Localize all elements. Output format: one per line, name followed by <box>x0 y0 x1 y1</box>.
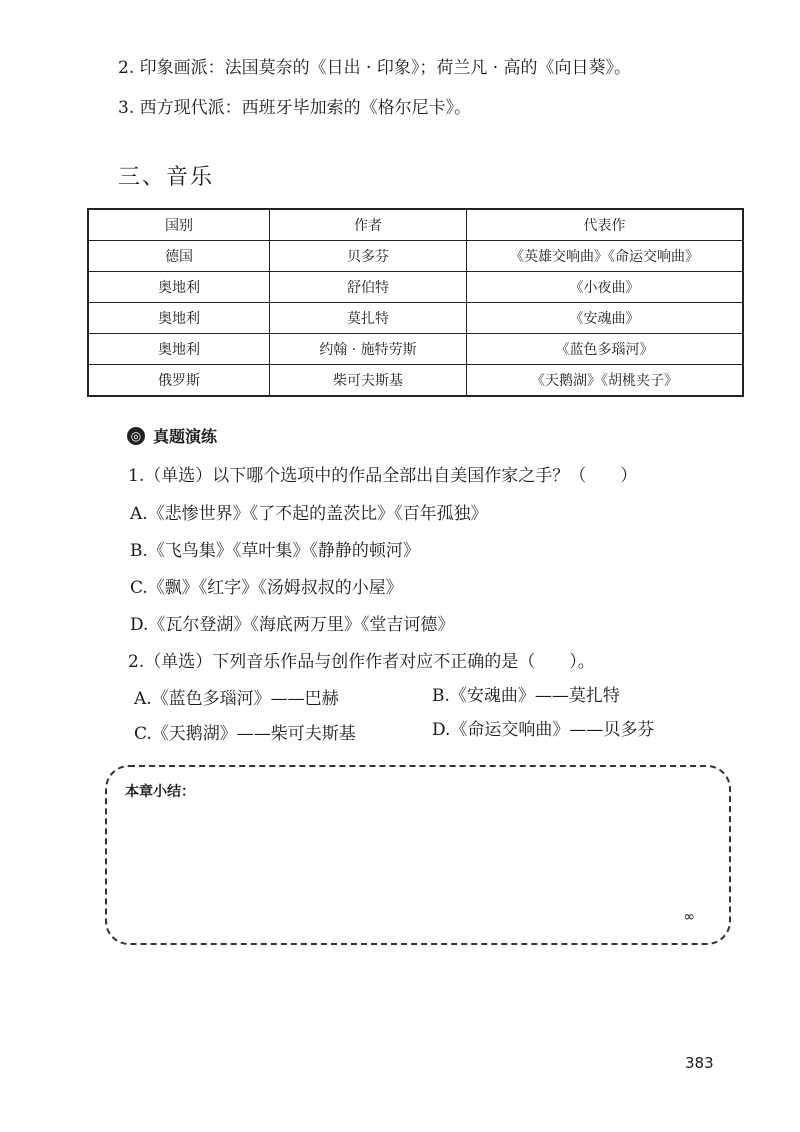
cell-works: 《天鹅湖》《胡桃夹子》 <box>467 365 744 397</box>
table-row <box>88 303 743 334</box>
question-2-option-c: C.《天鹅湖》——柴可夫斯基 <box>134 724 356 744</box>
practice-title: 真题演练 <box>153 427 218 446</box>
question-2-option-a: A.《蓝色多瑙河》——巴赫 <box>134 689 339 709</box>
question-1-stem: 1.（单选）以下哪个选项中的作品全部出自美国作家之手？（ ） <box>128 466 638 486</box>
table-row <box>88 241 743 272</box>
question-1-option-d: D.《瓦尔登湖》《海底两万里》《堂吉诃德》 <box>130 615 455 635</box>
cell-works: 《蓝色多瑙河》 <box>467 334 744 365</box>
chapter-summary-box <box>105 765 731 945</box>
question-1-option-c: C.《飘》《红字》《汤姆叔叔的小屋》 <box>130 578 403 598</box>
section-title-music: 三、音乐 <box>118 165 215 190</box>
cell-country: 奥地利 <box>88 303 270 334</box>
header-author: 作者 <box>270 209 467 241</box>
question-2-option-b: B.《安魂曲》——莫扎特 <box>432 686 620 706</box>
cell-country: 俄罗斯 <box>88 365 270 397</box>
cell-works: 《安魂曲》 <box>467 303 744 334</box>
question-1-option-a: A.《悲惨世界》《了不起的盖茨比》《百年孤独》 <box>130 504 488 524</box>
page-number: 383 <box>685 1054 714 1072</box>
art-line-impressionism: 2. 印象画派：法国莫奈的《日出 · 印象》；荷兰凡 · 高的《向日葵》。 <box>118 58 632 78</box>
cell-author: 贝多芬 <box>270 241 467 272</box>
target-icon: ◎ <box>127 427 145 445</box>
practice-heading <box>127 424 217 447</box>
summary-label: 本章小结： <box>125 784 195 800</box>
cell-country: 奥地利 <box>88 334 270 365</box>
cell-works: 《英雄交响曲》《命运交响曲》 <box>467 241 744 272</box>
header-country: 国别 <box>88 209 270 241</box>
table-row <box>88 365 743 397</box>
question-1-option-b: B.《飞鸟集》《草叶集》《静静的顿河》 <box>130 541 420 561</box>
header-works: 代表作 <box>467 209 744 241</box>
cell-author: 柴可夫斯基 <box>270 365 467 397</box>
art-line-modernism: 3. 西方现代派：西班牙毕加索的《格尔尼卡》。 <box>118 98 472 118</box>
cell-author: 莫扎特 <box>270 303 467 334</box>
cell-author: 约翰 · 施特劳斯 <box>270 334 467 365</box>
question-2-stem: 2.（单选）下列音乐作品与创作作者对应不正确的是（ ）。 <box>128 652 595 672</box>
cell-country: 德国 <box>88 241 270 272</box>
ribbon-icon: ∞ <box>683 909 695 925</box>
cell-works: 《小夜曲》 <box>467 272 744 303</box>
cell-country: 奥地利 <box>88 272 270 303</box>
music-table <box>87 208 744 397</box>
question-2-option-d: D.《命运交响曲》——贝多芬 <box>432 720 655 740</box>
table-row <box>88 334 743 365</box>
table-row <box>88 272 743 303</box>
cell-author: 舒伯特 <box>270 272 467 303</box>
table-header-row <box>88 209 743 241</box>
